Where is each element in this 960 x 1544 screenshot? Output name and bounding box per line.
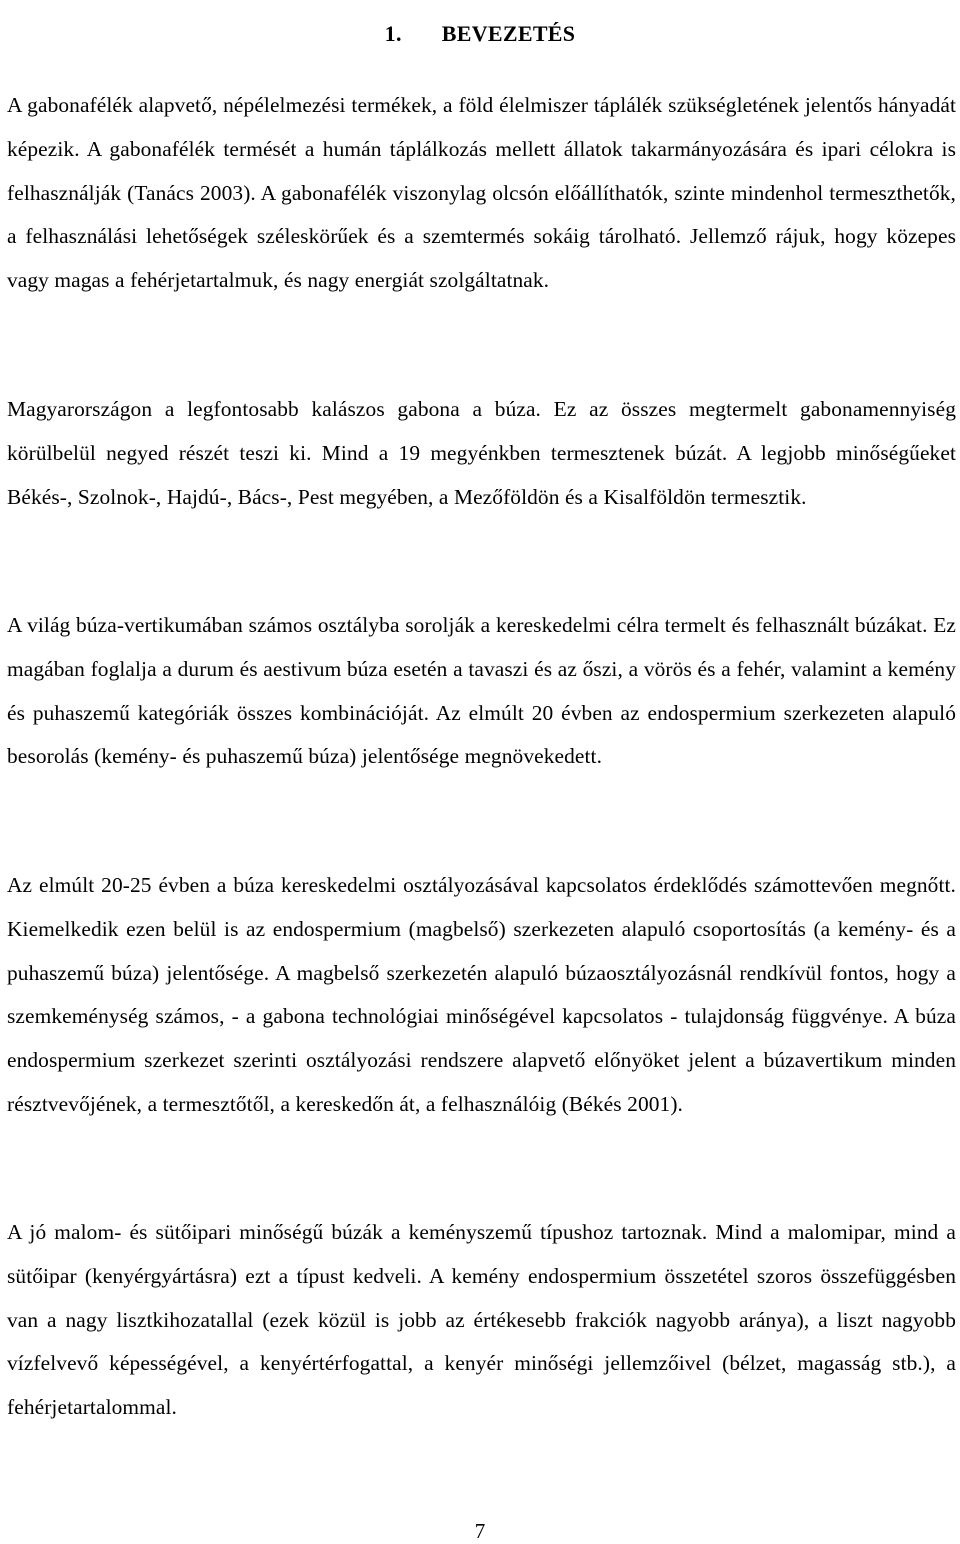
paragraph-hungary-wheat: Magyarországon a legfontosabb kalászos gabona a búza. Ez az összes megtermelt gabonamennyiség körülbelül negyed részét teszi ki. Mind a 19 megyénkben termesztenek búzát. A legjobb minőségűeket Békés-, Szolnok-, Hajdú-, Bács-, Pest megyében, a Mezőföldön és a Kisalföldön termesztik. bbox=[7, 397, 956, 509]
chapter-number: 1. bbox=[384, 20, 402, 46]
chapter-title: BEVEZETÉS bbox=[441, 20, 576, 46]
paragraph-milling-quality: A jó malom- és sütőipari minőségű búzák a keményszemű típushoz tartoznak. Mind a malomipar, mind a sütőipar (kenyérgyártásra) ezt a típust kedveli. A kemény endospermium összetétel szoros összefüggésben van a nagy lisztkihozatallal (ezek közül is jobb az értékesebb frakciók nagyobb aránya), a liszt nagyobb vízfelvevő képességével, a kenyértérfogattal, a kenyér minőségi jellemzőivel (bélzet, magasság stb.), a fehérjetartalommal. bbox=[7, 1220, 956, 1420]
page-number: 7 bbox=[474, 1519, 486, 1543]
paragraph-world-classification: A világ búza-vertikumában számos osztályba sorolják a kereskedelmi célra termelt és felhasznált búzákat. Ez magában foglalja a durum és aestivum búza esetén a tavaszi és az őszi, a vörös és a fehér, valamint a kemény és puhaszemű kategóriák összes kombinációját. Az elmúlt 20 évben az endospermium szerkezeten alapuló besorolás (kemény- és puhaszemű búza) jelentősége megnövekedett. bbox=[7, 613, 956, 769]
paragraph-intro: A gabonafélék alapvető, népélelmezési termékek, a föld élelmiszer táplálék szükségletének jelentős hányadát képezik. A gabonafélék termését a humán táplálkozás mellett állatok takarmányozására és ipari célokra is felhasználják (Tanács 2003). A gabonafélék viszonylag olcsón előállíthatók, szinte mindenhol termeszthetők, a felhasználási lehetőségek széleskörűek és a szemtermés sokáig tárolható. Jellemző rájuk, hogy közepes vagy magas a fehérjetartalmuk, és nagy energiát szolgáltatnak. bbox=[7, 93, 956, 293]
paragraph-endosperm-classification: Az elmúlt 20-25 évben a búza kereskedelmi osztályozásával kapcsolatos érdeklődés számottevően megnőtt. Kiemelkedik ezen belül is az endospermium (magbelső) szerkezeten alapuló csoportosítás (a kemény- és a puhaszemű búza) jelentősége. A magbelső szerkezetén alapuló búzaosztályozásnál rendkívül fontos, hogy a szemkeménység számos, - a gabona technológiai minőségével kapcsolatos - tulajdonság függvénye. A búza endospermium szerkezet szerinti osztályozási rendszere alapvető előnyöket jelent a búzavertikum minden résztvevőjének, a termesztőtől, a kereskedőn át, a felhasználóig (Békés 2001). bbox=[7, 873, 956, 1116]
chapter-heading bbox=[0, 19, 960, 49]
